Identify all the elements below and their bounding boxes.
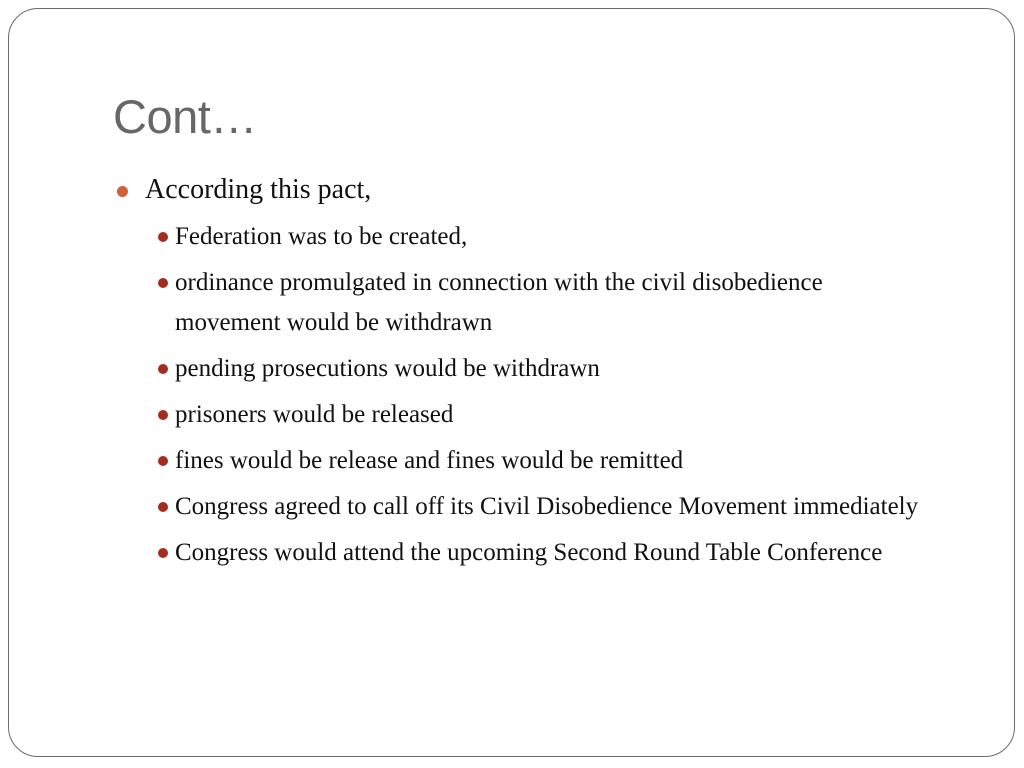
bullet-dot-icon [158,232,168,242]
slide-frame [8,8,1015,757]
bullet-dot-icon [117,186,128,197]
list-item [113,487,933,527]
bullet-dot-icon [158,502,168,512]
bullet-dot-icon [158,278,168,288]
list-item [113,263,933,343]
list-item [113,217,933,257]
list-item [113,349,933,389]
list-item [113,395,933,435]
list-item-text: prisoners would be released [175,401,454,428]
list-item-text: Congress agreed to call off its Civil Disobedience Movement immediately [175,493,919,520]
slide-title: Cont… [113,90,257,143]
slide-content [113,171,933,579]
bullet-dot-icon [158,456,168,466]
list-item-text: ordinance promulgated in connection with the civil disobedience movement would be withdrawn [175,269,823,336]
list-item-text: Federation was to be created, [175,223,468,250]
main-bullet-text: According this pact, [145,174,372,205]
list-item [113,533,933,573]
list-item-text: pending prosecutions would be withdrawn [175,355,600,382]
list-item-text: Congress would attend the upcoming Second Round Table Conference [175,539,883,566]
bullet-dot-icon [158,548,168,558]
sub-bullet-list [113,217,933,573]
list-item-text: fines would be release and fines would be remitted [175,447,684,474]
main-bullet-item [113,171,933,209]
list-item [113,441,933,481]
bullet-dot-icon [158,364,168,374]
bullet-dot-icon [158,410,168,420]
